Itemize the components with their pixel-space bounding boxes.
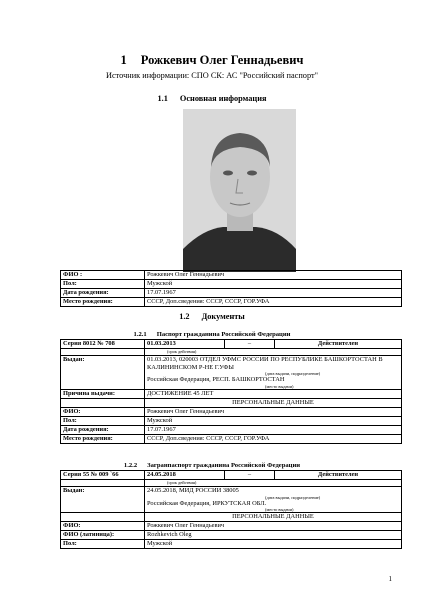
page-title: 1 Рожкевич Олег Геннадьевич: [120, 53, 304, 67]
section-heading-documents: 1.2 Документы: [179, 312, 245, 321]
table-row: ФИО (латиница): Rozhkevich Oleg: [61, 531, 402, 540]
table-row: Серия 55 № 009 `66 24.05.2018 – Действителен: [61, 471, 402, 480]
page-number: 1: [388, 575, 392, 583]
passport-foreign-table: [60, 470, 402, 549]
table-row: ПЕРСОНАЛЬНЫЕ ДАННЫЕ: [61, 513, 402, 522]
table-row: Серия 8012 № 708 01.03.2013 – Действителен: [61, 340, 402, 349]
table-row: (срок действия): [61, 349, 402, 356]
person-photo: [183, 109, 296, 272]
table-row: Пол: Мужской: [61, 416, 402, 425]
table-row: Дата рождения: 17.07.1967: [61, 289, 402, 298]
main-info-table: [60, 270, 402, 307]
info-source: Источник информации: СПО СК: АС "Российский паспорт": [105, 71, 319, 80]
table-row: (срок действия): [61, 480, 402, 487]
table-row: Пол: Мужской: [61, 280, 402, 289]
passport-ru-table: [60, 339, 402, 444]
table-row: ФИО: Рожкевич Олег Геннадьевич: [61, 407, 402, 416]
table-row: Выдан: 01.03.2013, 020003 ОТДЕЛ УФМС РОССИИ ПО РЕСПУБЛИКЕ БАШКОРТОСТАН В КАЛИНИНСКОМ Р-НЕ Г.УФЫ (дата выдачи, подразделение) Российская Федерация, РЕСП. БАШКОРТОСТАН (место выдачи): [61, 356, 402, 390]
table-row: Причина выдачи: ДОСТИЖЕНИЕ 45 ЛЕТ: [61, 389, 402, 398]
table-row: Выдан: 24.05.2018, МИД РОССИИ 38005 (дата выдачи, подразделение) Российская Федерация, ИРКУТСКАЯ ОБЛ. (место выдачи): [61, 487, 402, 513]
passport-foreign-heading: 1.2.2 Загранпаспорт гражданина Российской Федерации: [123, 462, 301, 469]
table-row: Дата рождения: 17.07.1967: [61, 425, 402, 434]
table-row: ФИО: Рожкевич Олег Геннадьевич: [61, 522, 402, 531]
table-row: Место рождения: СССР, Доп.сведения: СССР, СССР, ГОР.УФА: [61, 434, 402, 443]
passport-ru-heading: 1.2.1 Паспорт гражданина Российской Федерации: [133, 331, 291, 338]
table-row: ПЕРСОНАЛЬНЫЕ ДАННЫЕ: [61, 398, 402, 407]
table-row: Пол: Мужской: [61, 540, 402, 549]
table-row: Место рождения: СССР, Доп.сведения: СССР, СССР, ГОР.УФА: [61, 298, 402, 307]
table-row: ФИО : Рожкевич Олег Геннадьевич: [61, 271, 402, 280]
section-heading-main: 1.1 Основная информация: [157, 94, 267, 103]
